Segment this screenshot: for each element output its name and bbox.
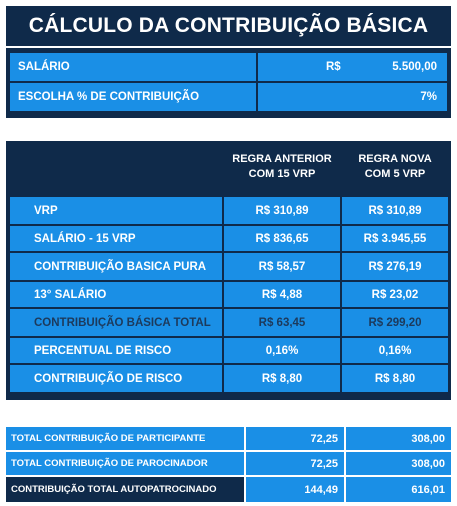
table-row-label: 13° SALÁRIO bbox=[10, 282, 222, 307]
table-row-old-value: R$ 63,45 bbox=[224, 309, 340, 336]
table-row-label: CONTRIBUIÇÃO DE RISCO bbox=[10, 365, 222, 392]
choice-label: ESCOLHA % DE CONTRIBUIÇÃO bbox=[10, 83, 256, 111]
column-header-new-line1: REGRA NOVA bbox=[358, 153, 432, 165]
column-header-old-rule bbox=[224, 146, 340, 188]
salary-value: 5.500,00 bbox=[392, 61, 437, 73]
total-participant-old-value: 72,25 bbox=[246, 427, 344, 450]
table-row-label: VRP bbox=[10, 197, 222, 224]
column-header-old-line2: COM 15 VRP bbox=[248, 168, 316, 180]
total-self-sponsored-new-value: 616,01 bbox=[346, 477, 451, 502]
salary-value-cell bbox=[258, 53, 447, 81]
total-sponsor-label: TOTAL CONTRIBUIÇÃO DE PAROCINADOR bbox=[6, 452, 244, 475]
table-row-label: CONTRIBUIÇÃO BASICA PURA bbox=[10, 253, 222, 280]
choice-value: 7% bbox=[258, 83, 447, 111]
salary-currency: R$ bbox=[326, 61, 341, 73]
total-sponsor-new-value: 308,00 bbox=[346, 452, 451, 475]
table-row-old-value: R$ 8,80 bbox=[224, 365, 340, 392]
table-row-new-value: 0,16% bbox=[342, 338, 448, 363]
column-header-old-line1: REGRA ANTERIOR bbox=[232, 153, 332, 165]
table-row-label: PERCENTUAL DE RISCO bbox=[10, 338, 222, 363]
table-row-new-value: R$ 3.945,55 bbox=[342, 226, 448, 251]
table-row-old-value: 0,16% bbox=[224, 338, 340, 363]
table-row-old-value: R$ 310,89 bbox=[224, 197, 340, 224]
table-row-label: CONTRIBUIÇÃO BÁSICA TOTAL bbox=[10, 309, 222, 336]
table-row-old-value: R$ 836,65 bbox=[224, 226, 340, 251]
table-row-new-value: R$ 8,80 bbox=[342, 365, 448, 392]
total-sponsor-old-value: 72,25 bbox=[246, 452, 344, 475]
table-row-new-value: R$ 276,19 bbox=[342, 253, 448, 280]
table-row-label: SALÁRIO - 15 VRP bbox=[10, 226, 222, 251]
total-self-sponsored-label: CONTRIBUIÇÃO TOTAL AUTOPATROCINADO bbox=[6, 477, 244, 502]
column-header-new-line2: COM 5 VRP bbox=[364, 168, 426, 180]
table-row-new-value: R$ 23,02 bbox=[342, 282, 448, 307]
table-row-new-value: R$ 310,89 bbox=[342, 197, 448, 224]
salary-label: SALÁRIO bbox=[10, 53, 256, 81]
total-self-sponsored-old-value: 144,49 bbox=[246, 477, 344, 502]
column-header-new-rule bbox=[342, 146, 448, 188]
table-row-old-value: R$ 58,57 bbox=[224, 253, 340, 280]
table-row-new-value: R$ 299,20 bbox=[342, 309, 448, 336]
total-participant-new-value: 308,00 bbox=[346, 427, 451, 450]
table-row-old-value: R$ 4,88 bbox=[224, 282, 340, 307]
page-title: CÁLCULO DA CONTRIBUIÇÃO BÁSICA bbox=[6, 6, 451, 46]
total-participant-label: TOTAL CONTRIBUIÇÃO DE PARTICIPANTE bbox=[6, 427, 244, 450]
